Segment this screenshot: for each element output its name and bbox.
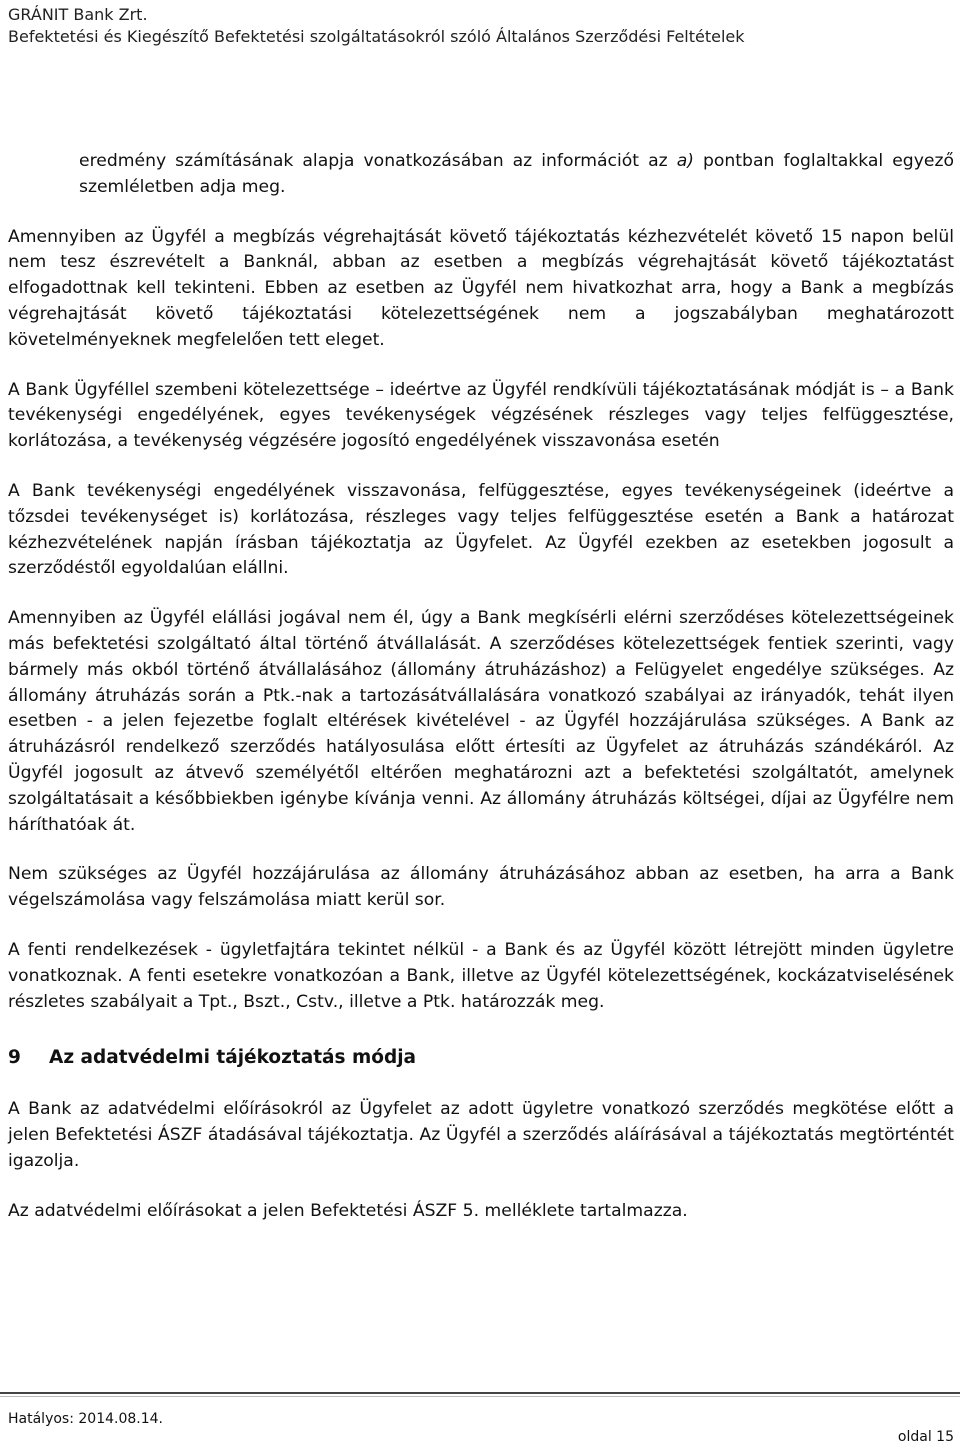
page-footer bbox=[0, 1392, 960, 1446]
page-number: oldal 15 bbox=[897, 1429, 954, 1445]
paragraph-continuation bbox=[8, 149, 954, 201]
footer-divider bbox=[0, 1392, 960, 1394]
paragraph-portfolio-transfer: Amennyiben az Ügyfél elállási jogával nem él, úgy a Bank megkísérli elérni szerződéses kötelezettségeinek más befektetési szolgáltató által történő átvállalását. A szerződéses kötelezettségek fentiek szerinti, vagy bármely más okból történő átvállalásához (állomány átruházáshoz) a Felügyelet engedélye szükséges. Az állomány átruházás során a Ptk.-nak a tartozásátvállalására vonatkozó szabályai az irányadók, tehát ilyen esetben - a jelen fejezetbe foglalt eltérések kivételével - az Ügyfél hozzájárulása szükséges. A Bank az átruházásról rendelkező szerződés hatályosulása előtt értesíti az Ügyfelet az átruházás szándékáról. Az Ügyfél jogosult az átvevő személyétől eltérően meghatározni azt a befektetési szolgáltatót, amelynek szolgáltatásait a későbbiekben igénybe kívánja venni. Az állomány átruházás költségei, díjai az Ügyfélre nem háríthatóak át. bbox=[8, 608, 954, 835]
section-title: Az adatvédelmi tájékoztatás módja bbox=[49, 1047, 417, 1069]
company-name: GRÁNIT Bank Zrt. bbox=[8, 5, 148, 24]
paragraph-annex-reference: Az adatvédelmi előírásokat a jelen Befektetési ÁSZF 5. melléklete tartalmazza. bbox=[8, 1200, 688, 1221]
paragraph-bank-obligation: A Bank Ügyféllel szembeni kötelezettsége – ideértve az Ügyfél rendkívüli tájékoztatásának módját is – a Bank tevékenységi engedélyének, egyes tevékenységek végzésének részleges vagy teljes felfüggesztése, korlátozása, a tevékenység végzésére jogosító engedélyének visszavonása esetén bbox=[8, 379, 954, 452]
paragraph-1-end: pontban foglaltakkal egyező szemléletben adja meg. bbox=[79, 151, 955, 197]
paragraph-1-start: eredmény számításának alapja vonatkozásában az információt az bbox=[79, 151, 677, 171]
paragraph-consent-exception: Nem szükséges az Ügyfél hozzájárulása az állomány átruházásához abban az esetben, ha arra a Bank végelszámolása vagy felszámolása miatt kerül sor. bbox=[8, 864, 954, 911]
section-number: 9 bbox=[8, 1047, 21, 1069]
section-heading bbox=[8, 1045, 954, 1071]
effective-date: Hatályos: 2014.08.14. bbox=[8, 1411, 163, 1427]
paragraph-license-revocation: A Bank tevékenységi engedélyének visszavonása, felfüggesztése, egyes tevékenységeinek (ideértve a tőzsdei tevékenységet is) korlátozása, részleges vagy teljes felfüggesztése esetén a Bank a határozat kézhezvételének napján írásban tájékoztatja az Ügyfelet. Az Ügyfél ezekben az esetekben jogosult a szerződéstől egyoldalúan elállni. bbox=[8, 480, 954, 579]
document-title: Befektetési és Kiegészítő Befektetési szolgáltatásokról szóló Általános Szerződési Feltételek bbox=[8, 27, 745, 46]
page-header bbox=[8, 4, 952, 48]
footer-divider-secondary bbox=[0, 1396, 960, 1397]
paragraph-data-protection: A Bank az adatvédelmi előírásokról az Ügyfelet az adott ügyletre vonatkozó szerződés megkötése előtt a jelen Befektetési ÁSZF átadásával tájékoztatja. Az Ügyfél a szerződés aláírásával a tájékoztatás megtörténtét igazolja. bbox=[8, 1099, 954, 1171]
paragraph-applicability: A fenti rendelkezések - ügyletfajtára tekintet nélkül - a Bank és az Ügyfél között létrejött minden ügyletre vonatkoznak. A fenti esetekre vonatkozóan a Bank, illetve az Ügyfél kötelezettségének, kockázatviselésének részletes szabályait a Tpt., Bszt., Cstv., illetve a Ptk. határozzák meg. bbox=[8, 939, 954, 1012]
paragraph-client-notice: Amennyiben az Ügyfél a megbízás végrehajtását követő tájékoztatás kézhezvételét követő 15 napon belül nem tesz észrevételt a Banknál, abban az esetben a megbízás végrehajtását követő tájékoztatást elfogadottnak kell tekinteni. Ebben az esetben az Ügyfél nem hivatkozhat arra, hogy a Bank a megbízás végrehajtását követő tájékoztatási kötelezettségének nem a jogszabályban meghatározott követelményeknek megfelelően tett eleget. bbox=[8, 226, 954, 350]
paragraph-1-reference: a) bbox=[676, 151, 694, 171]
document-body bbox=[8, 149, 954, 1249]
